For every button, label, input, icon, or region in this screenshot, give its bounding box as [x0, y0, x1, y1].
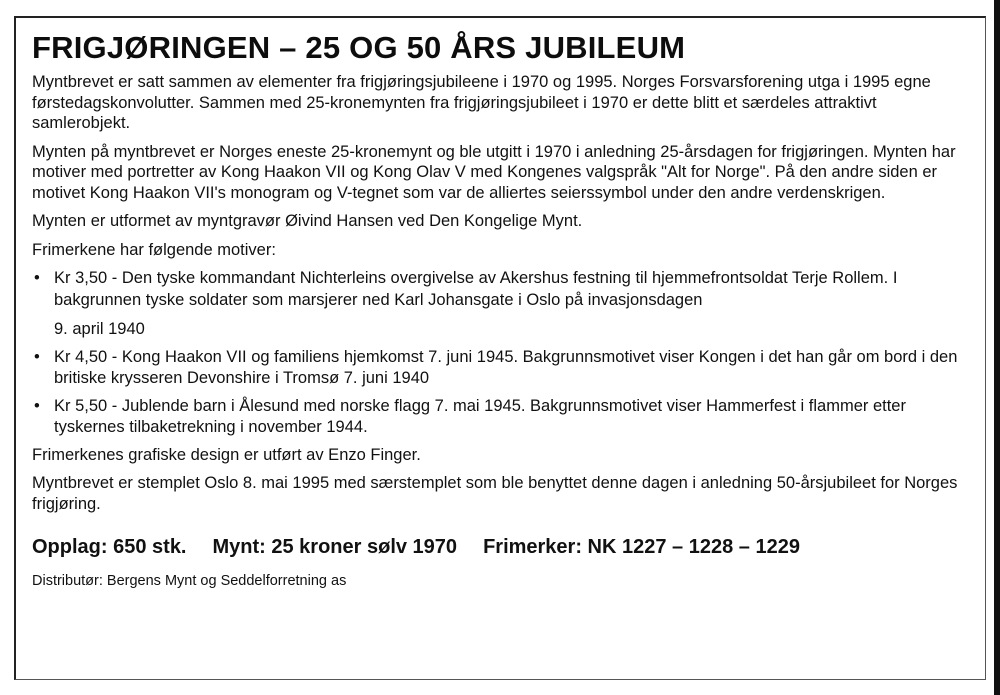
page-title: FRIGJØRINGEN – 25 OG 50 ÅRS JUBILEUM [32, 30, 686, 65]
stamp-extra: 9. april 1940 [54, 320, 145, 338]
stamps-intro-paragraph: Frimerkene har følgende motiver: [32, 240, 276, 259]
coin-paragraph: Mynten på myntbrevet er Norges eneste 25-kronemynt og ble utgitt i 1970 i anledning 25-årsdagen for frigjøringen. Mynten har motiver med portretter av Kong Haakon VII og Kong Olav V med Kongenes valgspråk "Alt for Norge". På den andre siden er motivet Kong Haakon VII's monogram og V-tegnet som var de alliertes seierssymbol under den andre verdenskrigen. [32, 142, 956, 202]
scan-edge [994, 0, 1000, 695]
intro-paragraph: Myntbrevet er satt sammen av elementer fra frigjøringsjubileene i 1970 og 1995. Norges Forsvarsforening utga i 1995 egne førstedagskonvolutter. Sammen med 25-kronemynten fra frigjøringsjubileet i 1970 er dette blitt et særdeles attraktivt samlerobjekt. [32, 73, 931, 132]
stamps-label: Frimerker: NK 1227 – 1228 – 1229 [483, 536, 800, 558]
bullet-icon: • [34, 269, 40, 287]
engraver-paragraph: Mynten er utformet av myntgravør Øivind Hansen ved Den Kongelige Mynt. [32, 212, 583, 230]
stamp-text: Kr 5,50 - Jublende barn i Ålesund med norske flagg 7. mai 1945. Bakgrunnsmotivet viser Hammerfest i flammer etter tyskernes tilbaketrekning i november 1944. [54, 396, 906, 436]
list-item [32, 268, 962, 341]
distributor-text: Distributør: Bergens Mynt og Seddelforretning as [32, 573, 347, 589]
stamp-text: Kr 3,50 - Den tyske kommandant Nichterleins overgivelse av Akershus festning til hjemmefrontsoldat Terje Rollem. I bakgrunnen tyske soldater som marsjerer ned Karl Johansgate i Oslo på invasjonsdagen [54, 269, 898, 309]
postmark-paragraph: Myntbrevet er stemplet Oslo 8. mai 1995 med særstemplet som ble benyttet denne dagen i anledning 50-årsjubileet for Norges frigjøring. [32, 474, 958, 513]
coin-label: Mynt: 25 kroner sølv 1970 [212, 536, 458, 558]
list-item [32, 396, 962, 439]
edition-label: Opplag: 650 stk. [32, 536, 187, 558]
summary-line [32, 536, 962, 559]
bullet-icon: • [34, 347, 40, 366]
bullet-icon: • [34, 396, 40, 415]
design-paragraph: Frimerkenes grafiske design er utført av Enzo Finger. [32, 445, 421, 464]
stamp-text: Kr 4,50 - Kong Haakon VII og familiens hjemkomst 7. juni 1945. Bakgrunnsmotivet viser Kongen i det han går om bord i den britiske krysseren Devonshire i Tromsø 7. juni 1940 [54, 347, 958, 387]
stamp-list [32, 268, 962, 439]
list-item [32, 347, 962, 390]
document-content [32, 30, 962, 589]
